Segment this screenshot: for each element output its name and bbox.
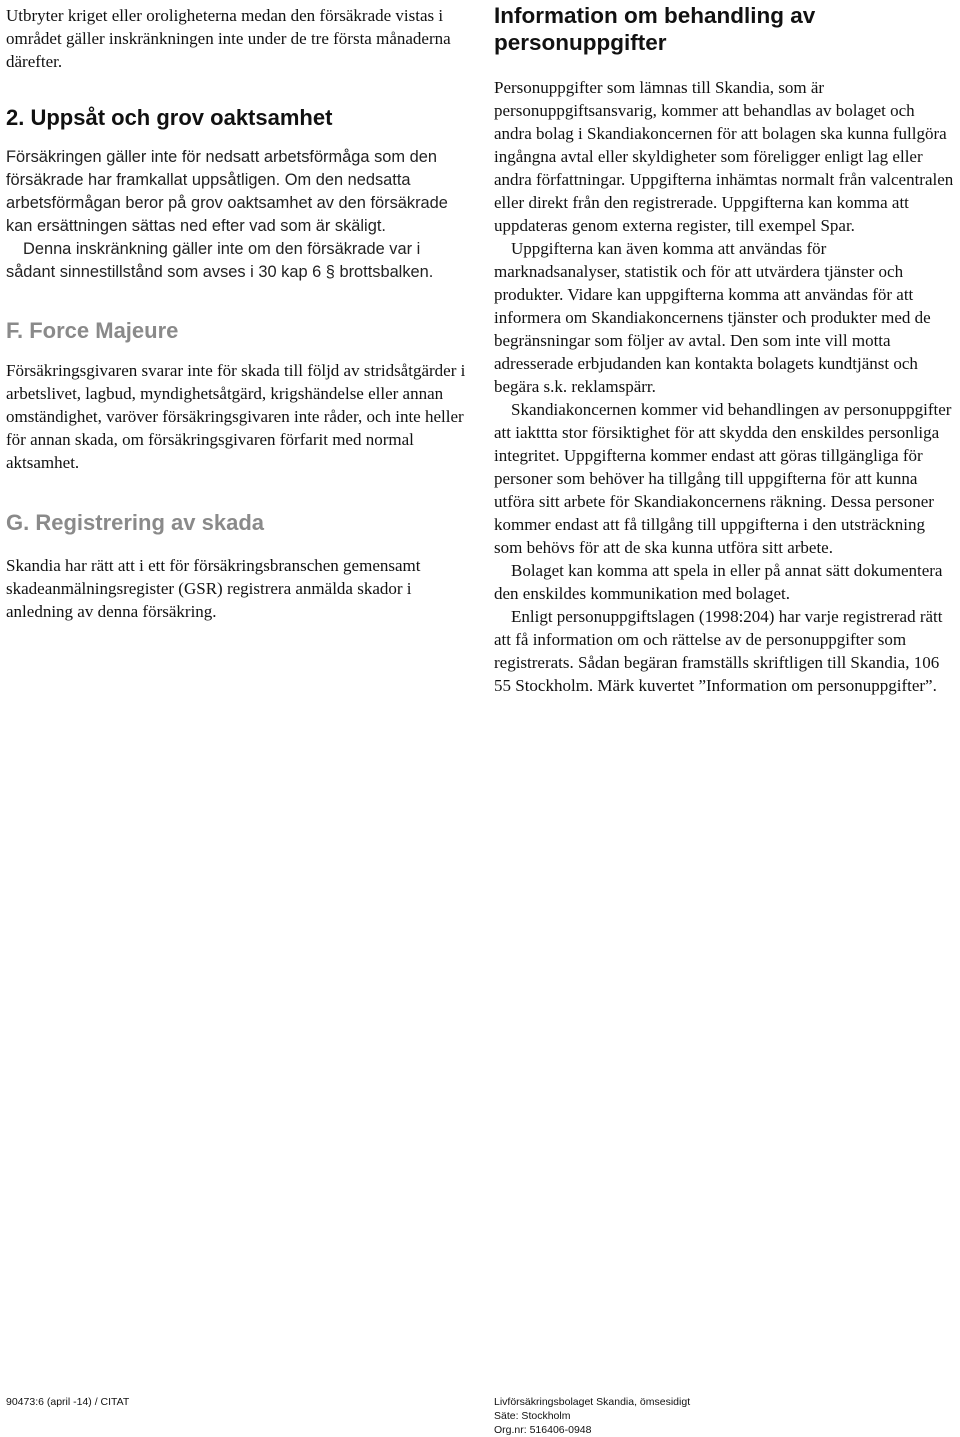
section-2-paragraph-2: Denna inskränkning gäller inte om den försäkrade var i sådant sinnestillstånd som avses i 30 kap 6 § brottsbalken. [6,240,434,281]
section-g-heading: G. Registrering av skada [6,510,264,535]
personal-data-paragraph-5: Enligt personuppgiftslagen (1998:204) har varje registrerad rätt att få information om och rättelse av de personuppgifter som registrerats. Sådan begäran framställs skriftligen till Skandia, 106 55 Stockholm. Märk kuvertet ”Information om personuppgifter”. [494,607,943,695]
footer-seat: Säte: Stockholm [494,1410,571,1422]
intro-paragraph: Utbryter kriget eller oroligheterna medan den försäkrade vistas i området gäller inskränkningen inte under de tre första månaderna därefter. [6,6,451,71]
left-column [6,0,468,623]
footer-org-number: Org.nr: 516406-0948 [494,1424,592,1436]
section-f-heading: F. Force Majeure [6,318,179,343]
personal-data-paragraph-3: Skandiakoncernen kommer vid behandlingen av personuppgifter att iakttta stor försiktighet för att skydda den enskildes personliga integritet. Uppgifterna kommer endast att göras tillgängliga för personer som behöver ha tillgång till uppgifterna för att kunna utföra sitt arbete för Skandiakoncernens räkning. Dessa personer kommer endast att få tillgång till uppgifterna i den utsträckning som behövs för att de ska kunna utföra sitt arbete. [494,400,952,557]
personal-data-paragraph-4: Bolaget kan komma att spela in eller på annat sätt dokumentera den enskildes kommunikation med bolaget. [494,561,943,603]
footer-company-info [494,1395,690,1437]
section-2-heading: 2. Uppsåt och grov oaktsamhet [6,105,333,130]
section-f-paragraph: Försäkringsgivaren svarar inte för skada till följd av stridsåtgärder i arbetslivet, lagbud, myndighetsåtgärd, krigshändelse eller annan omständighet, varöver försäkringsgivaren inte råder, och inte heller för annan skada, om försäkringsgivaren förfarit med normal aktsamhet. [6,361,466,472]
section-2-paragraph-1: Försäkringen gäller inte för nedsatt arbetsförmåga som den försäkrade har framkallat uppsåtligen. Om den nedsatta arbetsförmågan beror på grov oaktsamhet av den försäkrade kan ersättningen sättas ned efter vad som är skäligt. [6,148,448,235]
personal-data-heading: Information om behandling av personuppgifter [494,3,816,55]
right-column [494,0,956,697]
personal-data-paragraph-1: Personuppgifter som lämnas till Skandia, som är personuppgiftsansvarig, kommer att behandlas av bolaget och andra bolag i Skandiakoncernen för att bolagen ska kunna fullgöra ingångna avtal eller skyldigheter som föreligger enligt lag eller andra författningar. Uppgifterna inhämtas normalt från valcentralen eller direkt från den registrerade. Uppgifterna kan komma att uppdateras genom externa register, till exempel Spar. [494,78,954,235]
personal-data-paragraph-2: Uppgifterna kan även komma att användas för marknadsanalyser, statistik och för att utvärdera tjänster och produkter. Vidare kan uppgifterna komma att användas för att informera om Skandiakoncernens tjänster och produkter med de begränsningar som följer av avtal. Den som inte vill motta adresserade erbjudanden kan kontakta bolagets kundtjänst och begära s.k. reklamspärr. [494,239,931,396]
section-g-paragraph: Skandia har rätt att i ett för försäkringsbranschen gemensamt skadeanmälningsregister (GSR) registrera anmälda skador i anledning av denna försäkring. [6,556,421,621]
footer-doc-code: 90473:6 (april -14) / CITAT [6,1396,130,1408]
footer-company: Livförsäkringsbolaget Skandia, ömsesidigt [494,1396,691,1408]
